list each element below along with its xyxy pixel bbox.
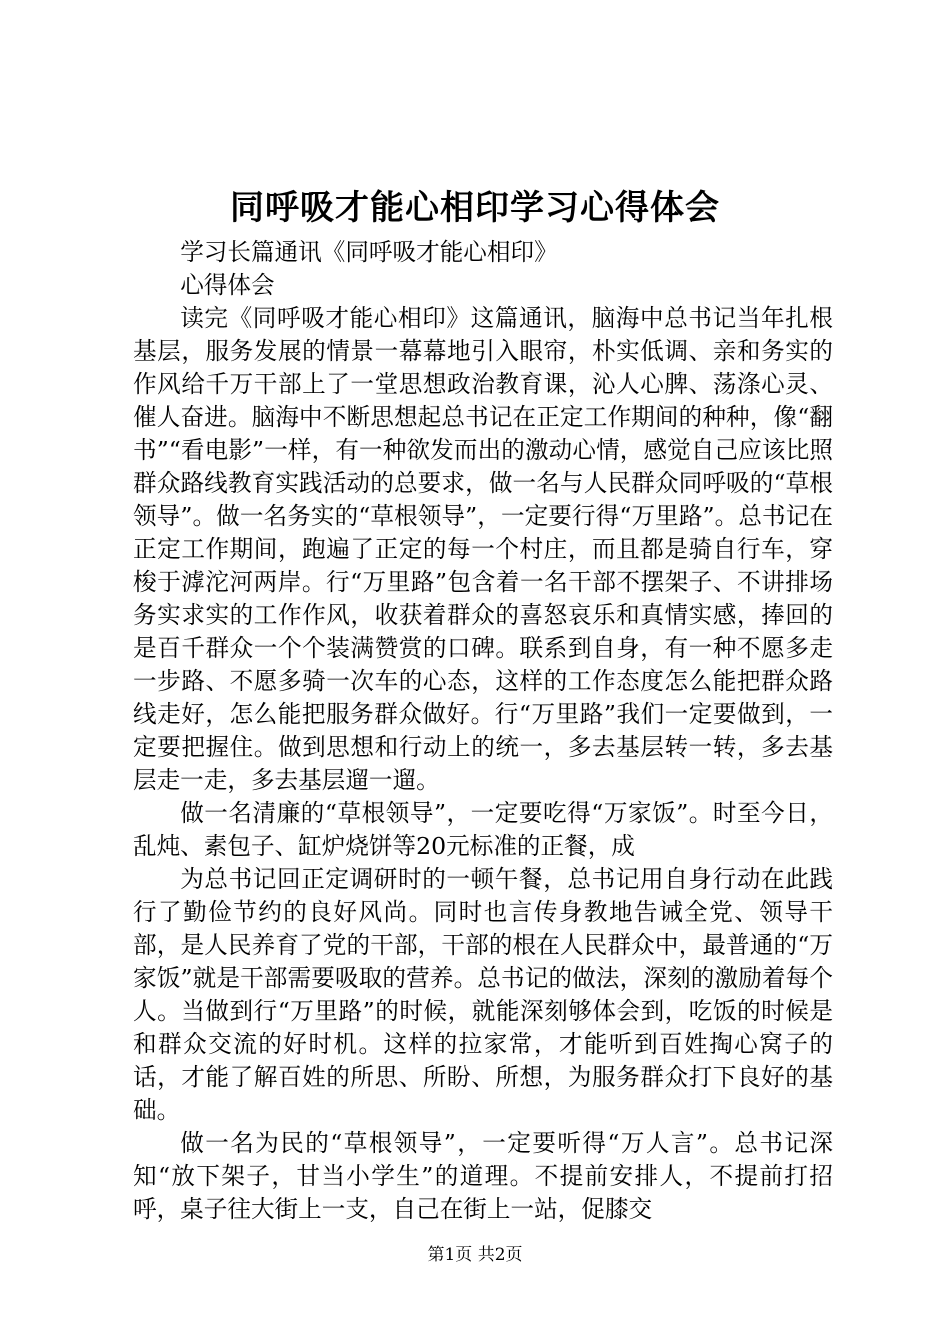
body-paragraph: 做一名清廉的“草根领导”，一定要吃得“万家饭”。时至今日，乱炖、素包子、缸炉烧饼等20元标准的正餐，成 <box>133 799 833 860</box>
document-title: 同呼吸才能心相印学习心得体会 <box>230 188 720 228</box>
body-paragraph: 为总书记回正定调研时的一顿午餐，总书记用自身行动在此践行了勤俭节约的良好风尚。同时也言传身教地告诫全党、领导干部，是人民养育了党的干部，干部的根在人民群众中，最普通的“万家饭”就是干部需要吸取的营养。总书记的做法，深刻的激励着每个人。当做到行“万里路”的时候，就能深刻够体会到，吃饭的时候是和群众交流的好时机。这样的拉家常，才能听到百姓掏心窝子的话，才能了解百姓的所思、所盼、所想，为服务群众打下良好的基础。 <box>133 865 833 1124</box>
body-paragraph: 读完《同呼吸才能心相印》这篇通讯，脑海中总书记当年扎根基层，服务发展的情景一幕幕地引入眼帘，朴实低调、亲和务实的作风给千万干部上了一堂思想政治教育课，沁人心脾、荡涤心灵、催人奋进。脑海中不断思想起总书记在正定工作期间的种种，像“翻书”“看电影”一样，有一种欲发而出的激动心情，感觉自己应该比照群众路线教育实践活动的总要求，做一名与人民群众同呼吸的“草根领导”。做一名务实的“草根领导”，一定要行得“万里路”。总书记在正定工作期间，跑遍了正定的每一个村庄，而且都是骑自行车，穿梭于滹沱河两岸。行“万里路”包含着一名干部不摆架子、不讲排场务实求实的工作作风，收获着群众的喜怒哀乐和真情实感，捧回的是百千群众一个个装满赞赏的口碑。联系到自身，有一种不愿多走一步路、不愿多骑一次车的心态，这样的工作态度怎么能把群众路线走好，怎么能把服务群众做好。行“万里路”我们一定要做到，一定要把握住。做到思想和行动上的统一，多去基层转一转，多去基层走一走，多去基层遛一遛。 <box>133 304 833 794</box>
subtitle-line-1: 学习长篇通讯《同呼吸才能心相印》 <box>180 238 558 266</box>
document-body <box>133 236 833 1226</box>
page-footer: 第1页 共2页 <box>427 1245 523 1265</box>
subtitle-line-2: 心得体会 <box>180 271 275 299</box>
body-paragraph: 做一名为民的“草根领导”，一定要听得“万人言”。总书记深知“放下架子，甘当小学生”的道理。不提前安排人，不提前打招呼，桌子往大街上一支，自己在街上一站，促膝交 <box>133 1129 833 1223</box>
